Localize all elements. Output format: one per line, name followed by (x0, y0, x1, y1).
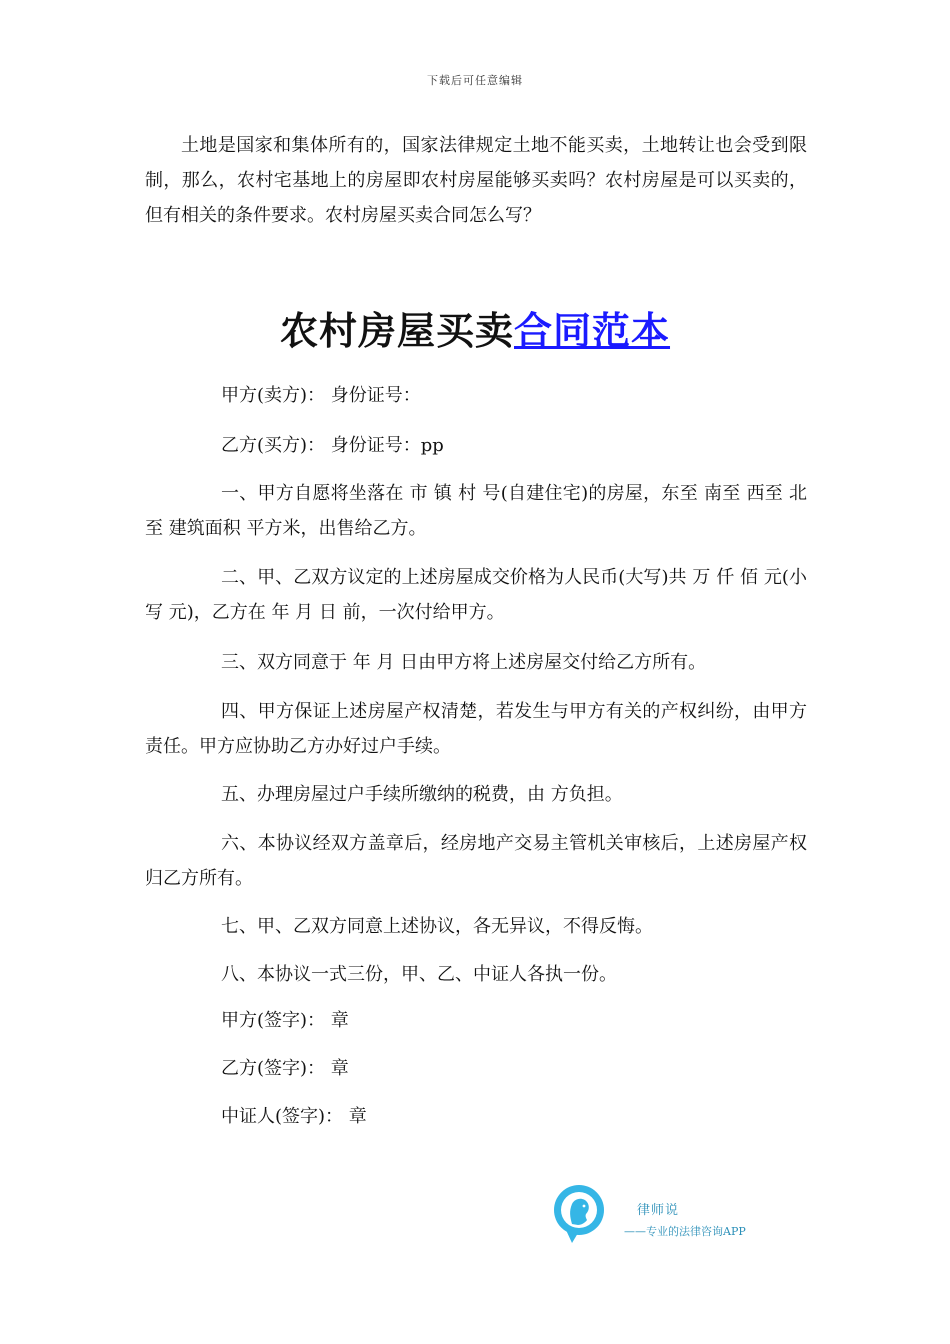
signature-witness: 中证人(签字)： 章 (221, 1106, 367, 1127)
clause-6: 六、本协议经双方盖章后，经房地产交易主管机关审核后，上述房屋产权归乙方所有。 (145, 833, 807, 889)
intro-paragraph: 土地是国家和集体所有的，国家法律规定土地不能买卖，土地转让也会受到限制，那么，农村宅基地上的房屋即农村房屋能够买卖吗？农村房屋是可以买卖的，但有相关的条件要求。农村房屋买卖合同怎么写？ (145, 135, 807, 226)
document-title (0, 300, 950, 355)
buyer-line: 乙方(买方)： 身份证号：pp (221, 435, 444, 456)
title-link[interactable]: 合同范本 (514, 308, 671, 353)
title-text: 农村房屋买卖 (279, 308, 514, 353)
clause-1: 一、甲方自愿将坐落在 市 镇 村 号(自建住宅)的房屋，东至 南至 西至 北至 建筑面积 平方米，出售给乙方。 (145, 483, 807, 539)
clause-7: 七、甲、乙双方同意上述协议，各无异议，不得反悔。 (221, 916, 653, 937)
brand-footer (552, 1183, 792, 1245)
brand-name: 律师说 (637, 1203, 680, 1218)
signature-party-a: 甲方(签字)： 章 (221, 1010, 349, 1031)
clause-5: 五、办理房屋过户手续所缴纳的税费，由 方负担。 (221, 784, 623, 805)
clause-2: 二、甲、乙双方议定的上述房屋成交价格为人民币(大写)共 万 仟 佰 元(小写 元)，乙方在 年 月 日 前，一次付给甲方。 (145, 567, 807, 623)
page-header-note: 下载后可任意编辑 (427, 74, 523, 87)
clause-8: 八、本协议一式三份，甲、乙、中证人各执一份。 (221, 964, 617, 985)
clause-4: 四、甲方保证上述房屋产权清楚，若发生与甲方有关的产权纠纷，由甲方责任。甲方应协助乙方办好过户手续。 (145, 701, 807, 757)
clause-3: 三、双方同意于 年 月 日由甲方将上述房屋交付给乙方所有。 (221, 652, 707, 673)
brand-slogan: ——专业的法律咨询APP (624, 1225, 746, 1238)
lawyer-head-icon (552, 1183, 608, 1245)
seller-line: 甲方(卖方)： 身份证号： (221, 385, 421, 406)
signature-party-b: 乙方(签字)： 章 (221, 1058, 349, 1079)
